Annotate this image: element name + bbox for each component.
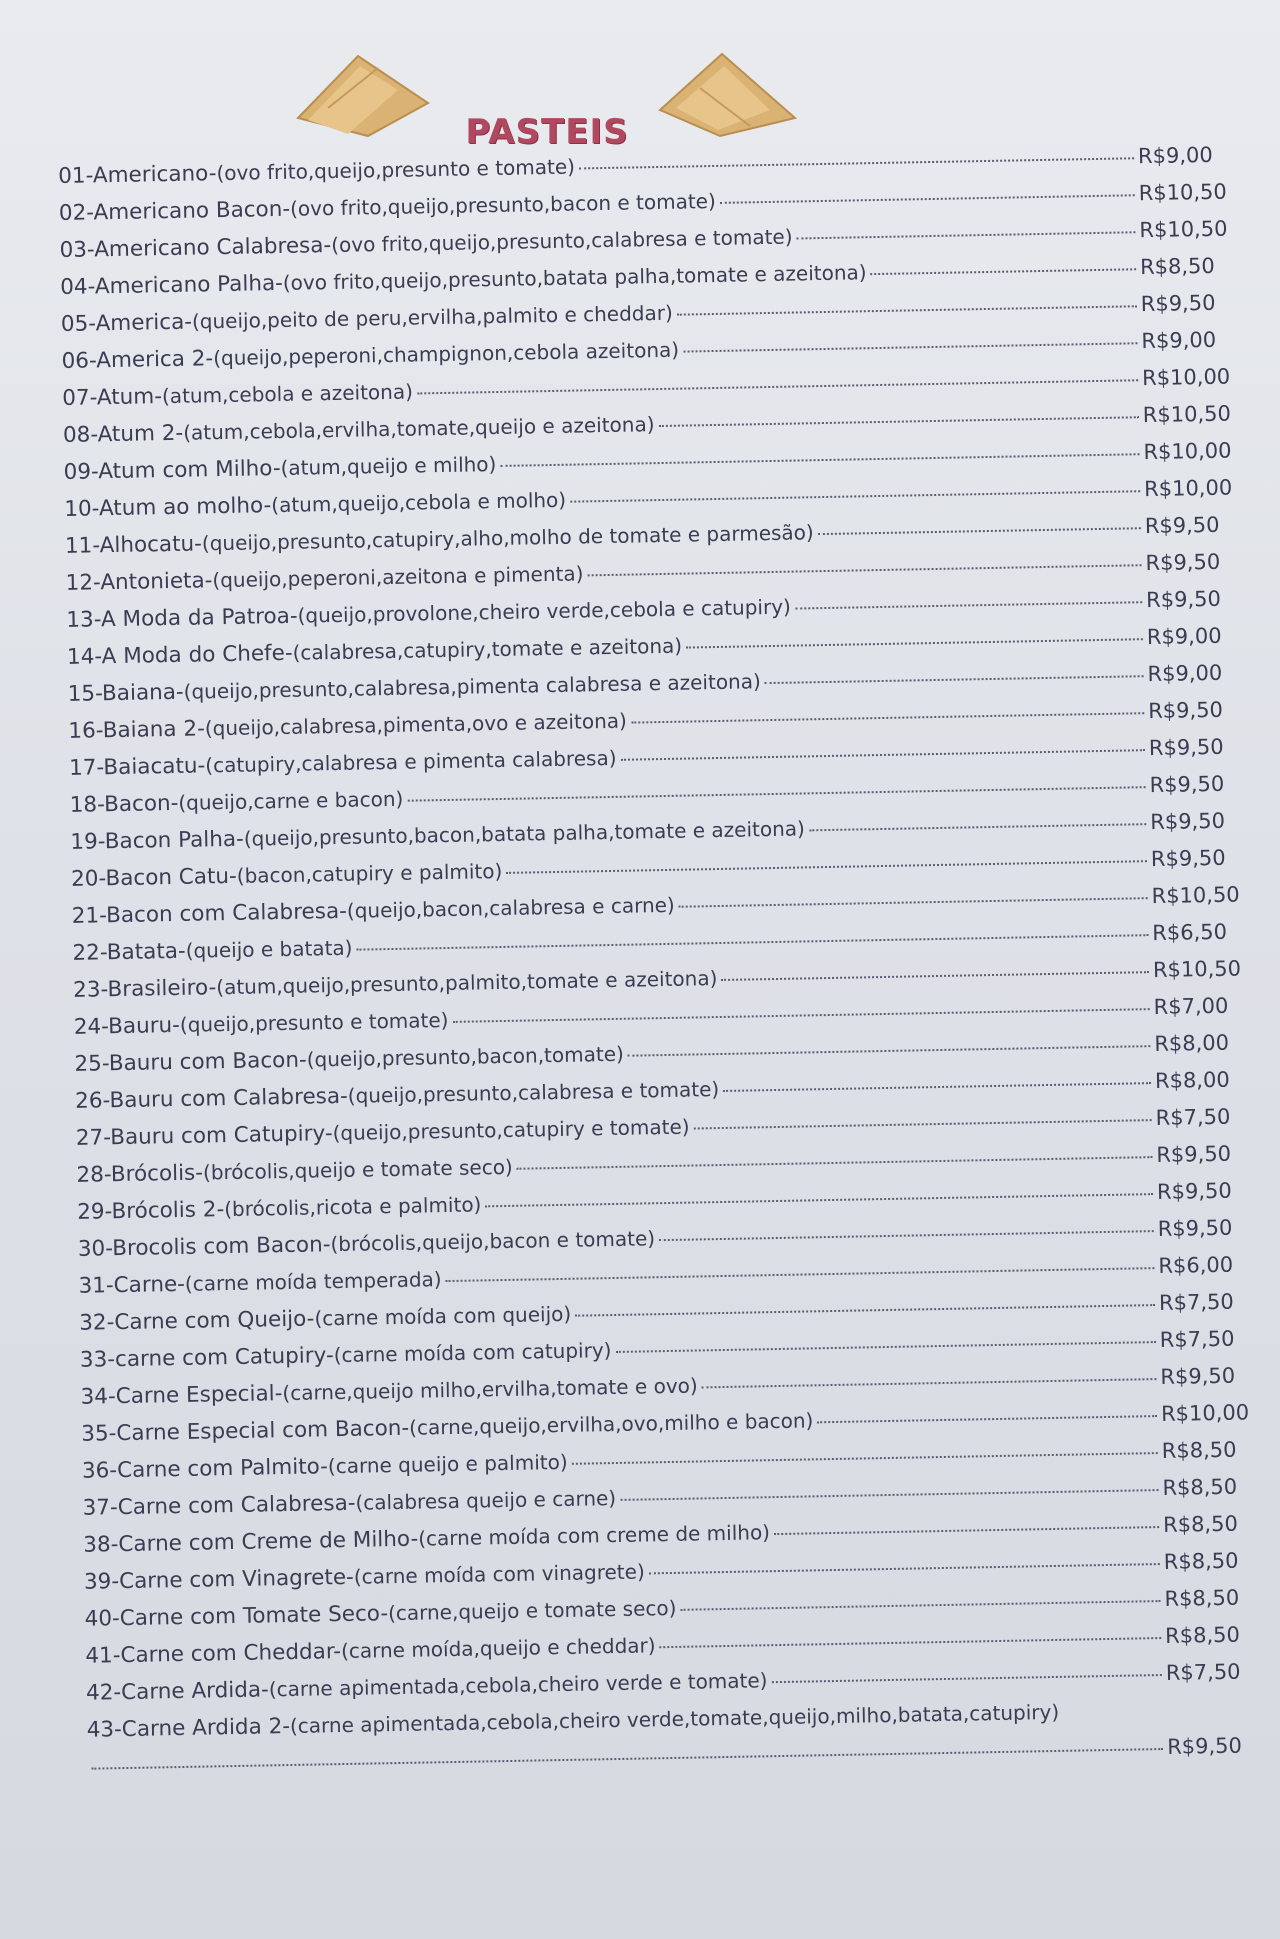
menu-item-price: R$8,50 <box>1139 253 1215 280</box>
dotted-leader <box>679 897 1148 908</box>
menu-item-description: (queijo,presunto,catupiry e tomate) <box>332 1114 690 1146</box>
menu-item-title: 10-Atum ao molho- <box>64 493 272 522</box>
menu-item-price: R$10,00 <box>1141 364 1231 391</box>
menu-item-price: R$7,50 <box>1158 1289 1234 1316</box>
menu-list <box>58 142 1268 1791</box>
menu-item-price: R$10,00 <box>1160 1400 1250 1426</box>
menu-item-description: (carne queijo e palmito) <box>327 1449 568 1479</box>
menu-item-title: 09-Atum com Milho- <box>63 455 281 485</box>
menu-item-name <box>72 936 352 966</box>
menu-item-title: 08-Atum 2- <box>62 420 184 448</box>
menu-item-title: 07-Atum- <box>62 384 163 411</box>
menu-item-title: 25-Bauru com Bacon- <box>74 1047 307 1077</box>
menu-item-title: 40-Carne com Tomate Seco- <box>84 1601 389 1632</box>
dotted-leader <box>615 1341 1155 1353</box>
menu-item-description: (carne apimentada,cebola,cheiro verde,tomate,queijo,milho,batata,catupiry) <box>289 1699 1060 1739</box>
menu-item-title: 28-Brócolis- <box>76 1160 204 1188</box>
menu-item-price: R$9,50 <box>1156 1178 1232 1205</box>
menu-item-title: 17-Baiacatu- <box>68 753 206 781</box>
menu-item-price: R$9,00 <box>1141 327 1217 354</box>
menu-item-description: (atum,queijo,cebola e molho) <box>271 487 567 518</box>
dotted-leader <box>579 157 1134 169</box>
menu-item-description: (atum,queijo e milho) <box>280 452 497 480</box>
dotted-leader <box>660 1637 1162 1648</box>
menu-item-price: R$9,50 <box>1166 1733 1243 1759</box>
menu-item-description: (ovo frito,queijo,presunto,batata palha,tomate e azeitona) <box>282 260 867 295</box>
menu-item-description: (carne moída com vinagrete) <box>353 1559 645 1589</box>
menu-item-name <box>78 1267 442 1299</box>
menu-item-price: R$9,50 <box>1150 845 1226 872</box>
menu-item-description: (queijo,presunto,calabresa e tomate) <box>347 1077 720 1108</box>
pastel-image-right <box>650 48 800 138</box>
menu-item-description: (bacon,catupiry e palmito) <box>236 858 503 888</box>
menu-item-title: 36-Carne com Palmito- <box>81 1454 329 1484</box>
menu-item-description: (queijo,peperoni,champignon,cebola azeitona) <box>212 337 680 371</box>
menu-item-title: 12-Antonieta- <box>65 568 213 596</box>
menu-item-price: R$8,50 <box>1162 1474 1238 1500</box>
menu-item-description: (carne moída temperada) <box>184 1267 442 1296</box>
dotted-leader <box>91 1748 1163 1770</box>
menu-item-title: 18-Bacon- <box>69 790 179 818</box>
menu-item-title: 42-Carne Ardida- <box>85 1677 270 1706</box>
menu-item-price: R$8,00 <box>1154 1030 1230 1057</box>
dotted-leader <box>356 934 1148 951</box>
dotted-leader <box>818 527 1141 535</box>
menu-item-title: 26-Bauru com Calabresa- <box>74 1083 349 1114</box>
menu-item-description: (brócolis,queijo e tomate seco) <box>202 1154 513 1185</box>
menu-item-price: R$9,50 <box>1144 512 1220 539</box>
menu-item-title: 32-Carne com Queijo- <box>79 1306 315 1336</box>
menu-item-title: 39-Carne com Vinagrete- <box>83 1564 355 1595</box>
menu-item-price: R$8,50 <box>1164 1622 1241 1648</box>
menu-item-price: R$10,50 <box>1142 401 1232 428</box>
menu-item-title: 41-Carne com Cheddar- <box>85 1639 342 1669</box>
dotted-leader <box>628 1045 1151 1057</box>
dotted-leader <box>772 1674 1162 1683</box>
dotted-leader <box>506 860 1147 874</box>
dotted-leader <box>797 231 1136 239</box>
dotted-leader <box>417 379 1138 394</box>
dotted-leader <box>621 749 1145 761</box>
menu-item-title: 13-A Moda da Patroa- <box>66 603 298 633</box>
menu-item-price: R$8,00 <box>1154 1067 1230 1094</box>
menu-item-description: (queijo e batata) <box>185 935 353 963</box>
menu-item-price: R$7,50 <box>1165 1659 1241 1685</box>
dotted-leader <box>683 342 1137 352</box>
menu-item-description: (atum,cebola,ervilha,tomate,queijo e azeitona) <box>182 412 655 445</box>
menu-item-description: (queijo,presunto,calabresa,pimenta calabresa e azeitona) <box>183 669 762 704</box>
dotted-leader <box>702 1378 1157 1388</box>
menu-item-description: (ovo frito,queijo,presunto,calabresa e tomate) <box>330 224 793 258</box>
menu-item-price: R$8,50 <box>1161 1437 1237 1463</box>
menu-item-description: (calabresa,catupiry,tomate e azeitona) <box>292 633 683 665</box>
menu-item-description: (calabresa queijo e carne) <box>355 1485 617 1515</box>
menu-item-title: 04-Americano Palha- <box>60 270 284 300</box>
dotted-leader <box>680 1600 1160 1611</box>
menu-item-description: (carne moída com catupiry) <box>333 1338 612 1368</box>
menu-item-title: 21-Bacon com Calabresa- <box>71 898 348 929</box>
menu-item-price: R$6,50 <box>1152 919 1228 946</box>
dotted-leader <box>677 305 1137 315</box>
menu-item-title: 43-Carne Ardida 2- <box>86 1714 291 1743</box>
menu-item-price: R$8,50 <box>1163 1548 1239 1574</box>
menu-item-name <box>70 787 404 818</box>
menu-item-price: R$9,50 <box>1147 697 1224 724</box>
menu-item-description: (carne,queijo milho,ervilha,tomate e ovo) <box>282 1373 698 1406</box>
menu-item-price: R$10,50 <box>1151 882 1240 909</box>
menu-item-title: 24-Bauru- <box>73 1012 181 1040</box>
dotted-leader <box>485 1193 1153 1207</box>
menu-item-title: 02-Americano Bacon- <box>58 196 291 226</box>
dotted-leader <box>570 490 1140 502</box>
menu-item-price: R$9,50 <box>1160 1363 1236 1389</box>
menu-item-title: 29-Brócolis 2- <box>76 1197 225 1225</box>
menu-item-description: (ovo frito,queijo,presunto,bacon e tomate) <box>289 188 716 221</box>
menu-item-title: 23-Brasileiro- <box>72 975 217 1003</box>
menu-item-price: R$9,00 <box>1146 623 1222 650</box>
menu-item-title: 33-carne com Catupiry- <box>79 1343 334 1373</box>
menu-item-description: (queijo,peito de peru,ervilha,palmito e cheddar) <box>191 300 674 334</box>
dotted-leader <box>407 786 1145 802</box>
menu-item-title: 37-Carne com Calabresa- <box>82 1490 356 1521</box>
menu-item-title: 34-Carne Especial- <box>80 1381 283 1410</box>
menu-item-description: (atum,cebola e azeitona) <box>161 379 414 409</box>
dotted-leader <box>500 453 1139 467</box>
menu-item-description: (catupiry,calabresa e pimenta calabresa) <box>205 745 617 778</box>
menu-item-description: (ovo frito,queijo,presunto e tomate) <box>216 154 576 186</box>
dotted-leader <box>453 1008 1150 1023</box>
menu-item-title: 19-Bacon Palha- <box>70 826 245 855</box>
menu-item-description: (brócolis,queijo,bacon e tomate) <box>330 1226 656 1257</box>
menu-item-price: R$8,50 <box>1164 1585 1240 1611</box>
dotted-leader <box>446 1267 1155 1282</box>
menu-item-price: R$10,50 <box>1138 179 1227 206</box>
dotted-leader <box>587 564 1141 576</box>
dotted-leader <box>694 1119 1152 1129</box>
menu-item-description: (carne,queijo e tomate seco) <box>387 1595 677 1626</box>
menu-item-price: R$8,50 <box>1162 1511 1239 1537</box>
menu-item-description: (queijo,presunto,bacon,batata palha,tomate e azeitona) <box>243 816 806 851</box>
dotted-leader <box>517 1156 1153 1170</box>
menu-item-price: R$9,50 <box>1145 549 1221 576</box>
menu-item-title: 30-Brocolis com Bacon- <box>77 1232 331 1262</box>
menu-item-price: R$7,50 <box>1159 1326 1235 1353</box>
pastel-image-left <box>288 48 438 138</box>
menu-item-price: R$9,50 <box>1149 771 1225 798</box>
dotted-leader <box>721 971 1149 981</box>
dotted-leader <box>620 1489 1158 1501</box>
menu-item-description: (queijo,provolone,cheiro verde,cebola e catupiry) <box>297 594 792 628</box>
menu-item-description: (queijo,presunto,catupiry,alho,molho de tomate e parmesão) <box>201 520 814 556</box>
menu-item-price: R$9,50 <box>1140 290 1216 317</box>
dotted-leader <box>659 1230 1154 1241</box>
menu-item-description: (queijo,carne e bacon) <box>178 786 404 815</box>
menu-header <box>0 0 1280 160</box>
menu-item-description: (queijo,peperoni,azeitona e pimenta) <box>212 561 584 593</box>
menu-item-title: 20-Bacon Catu- <box>70 863 238 892</box>
menu-item-description: (brócolis,ricota e palmito) <box>223 1192 482 1222</box>
menu-item-description: (carne moída com queijo) <box>314 1301 572 1331</box>
menu-item-description: (queijo,bacon,calabresa e carne) <box>346 892 675 923</box>
menu-item-price: R$10,00 <box>1143 438 1232 465</box>
dotted-leader <box>774 1526 1159 1535</box>
menu-item-title: 01-Americano- <box>58 161 217 189</box>
menu-item-price: R$6,00 <box>1158 1252 1234 1279</box>
menu-item-title: 11-Alhocatu- <box>64 531 203 559</box>
dotted-leader <box>631 712 1144 723</box>
menu-item-title: 31-Carne- <box>78 1271 186 1299</box>
menu-title: PASTEIS <box>465 112 629 152</box>
menu-item-description: (queijo,calabresa,pimenta,ovo e azeitona) <box>204 708 628 741</box>
menu-item-price: R$9,50 <box>1148 734 1224 761</box>
menu-item-price: R$9,00 <box>1147 660 1223 687</box>
menu-item-price: R$9,50 <box>1150 808 1226 835</box>
dotted-leader <box>575 1304 1155 1317</box>
dotted-leader <box>659 416 1139 427</box>
dotted-leader <box>809 823 1146 831</box>
menu-item-price: R$10,00 <box>1143 475 1233 502</box>
dotted-leader <box>649 1563 1160 1574</box>
dotted-leader <box>572 1452 1158 1465</box>
menu-item-description: (queijo,presunto e tomate) <box>179 1007 449 1037</box>
menu-item-price: R$9,50 <box>1156 1141 1232 1168</box>
menu-item-price: R$7,00 <box>1153 993 1229 1020</box>
menu-item-title: 05-America- <box>60 309 193 337</box>
menu-item-description: (queijo,presunto,bacon,tomate) <box>306 1041 625 1072</box>
menu-item-title: 15-Baiana- <box>67 679 184 707</box>
menu-item-description: (carne moída,queijo e cheddar) <box>340 1633 656 1664</box>
menu-item-title: 06-America 2- <box>61 346 214 374</box>
dotted-leader <box>871 268 1137 275</box>
menu-item-title: 27-Bauru com Catupiry- <box>75 1121 333 1151</box>
menu-item-price: R$9,00 <box>1137 142 1213 169</box>
dotted-leader <box>723 1082 1151 1092</box>
menu-item-title: 16-Baiana 2- <box>68 716 206 744</box>
dotted-leader <box>686 638 1143 648</box>
menu-item-price: R$10,50 <box>1139 216 1228 243</box>
menu-item-description: (carne,queijo,ervilha,ovo,milho e bacon) <box>408 1408 814 1440</box>
menu-item-description: (carne moída com creme de milho) <box>417 1520 771 1551</box>
menu-item-name <box>62 380 413 411</box>
menu-item-title: 38-Carne com Creme de Milho- <box>83 1526 419 1558</box>
dotted-leader <box>817 1415 1157 1423</box>
menu-item-title: 14-A Moda do Chefe- <box>66 640 293 670</box>
menu-item-title: 03-Americano Calabresa- <box>59 233 332 263</box>
menu-item-price: R$9,50 <box>1157 1215 1233 1242</box>
menu-item-price: R$7,50 <box>1155 1104 1231 1131</box>
dotted-leader <box>765 675 1144 684</box>
menu-item-description: (carne apimentada,cebola,cheiro verde e tomate) <box>268 1668 768 1702</box>
menu-item-price: R$10,50 <box>1152 956 1242 983</box>
menu-item-price: R$9,50 <box>1145 586 1222 613</box>
menu-item-description: (atum,queijo,presunto,palmito,tomate e azeitona) <box>216 966 718 1000</box>
menu-item-title: 35-Carne Especial com Bacon- <box>81 1415 410 1447</box>
menu-item-title: 22-Batata- <box>72 938 186 966</box>
dotted-leader <box>795 601 1142 609</box>
dotted-leader <box>720 194 1135 204</box>
